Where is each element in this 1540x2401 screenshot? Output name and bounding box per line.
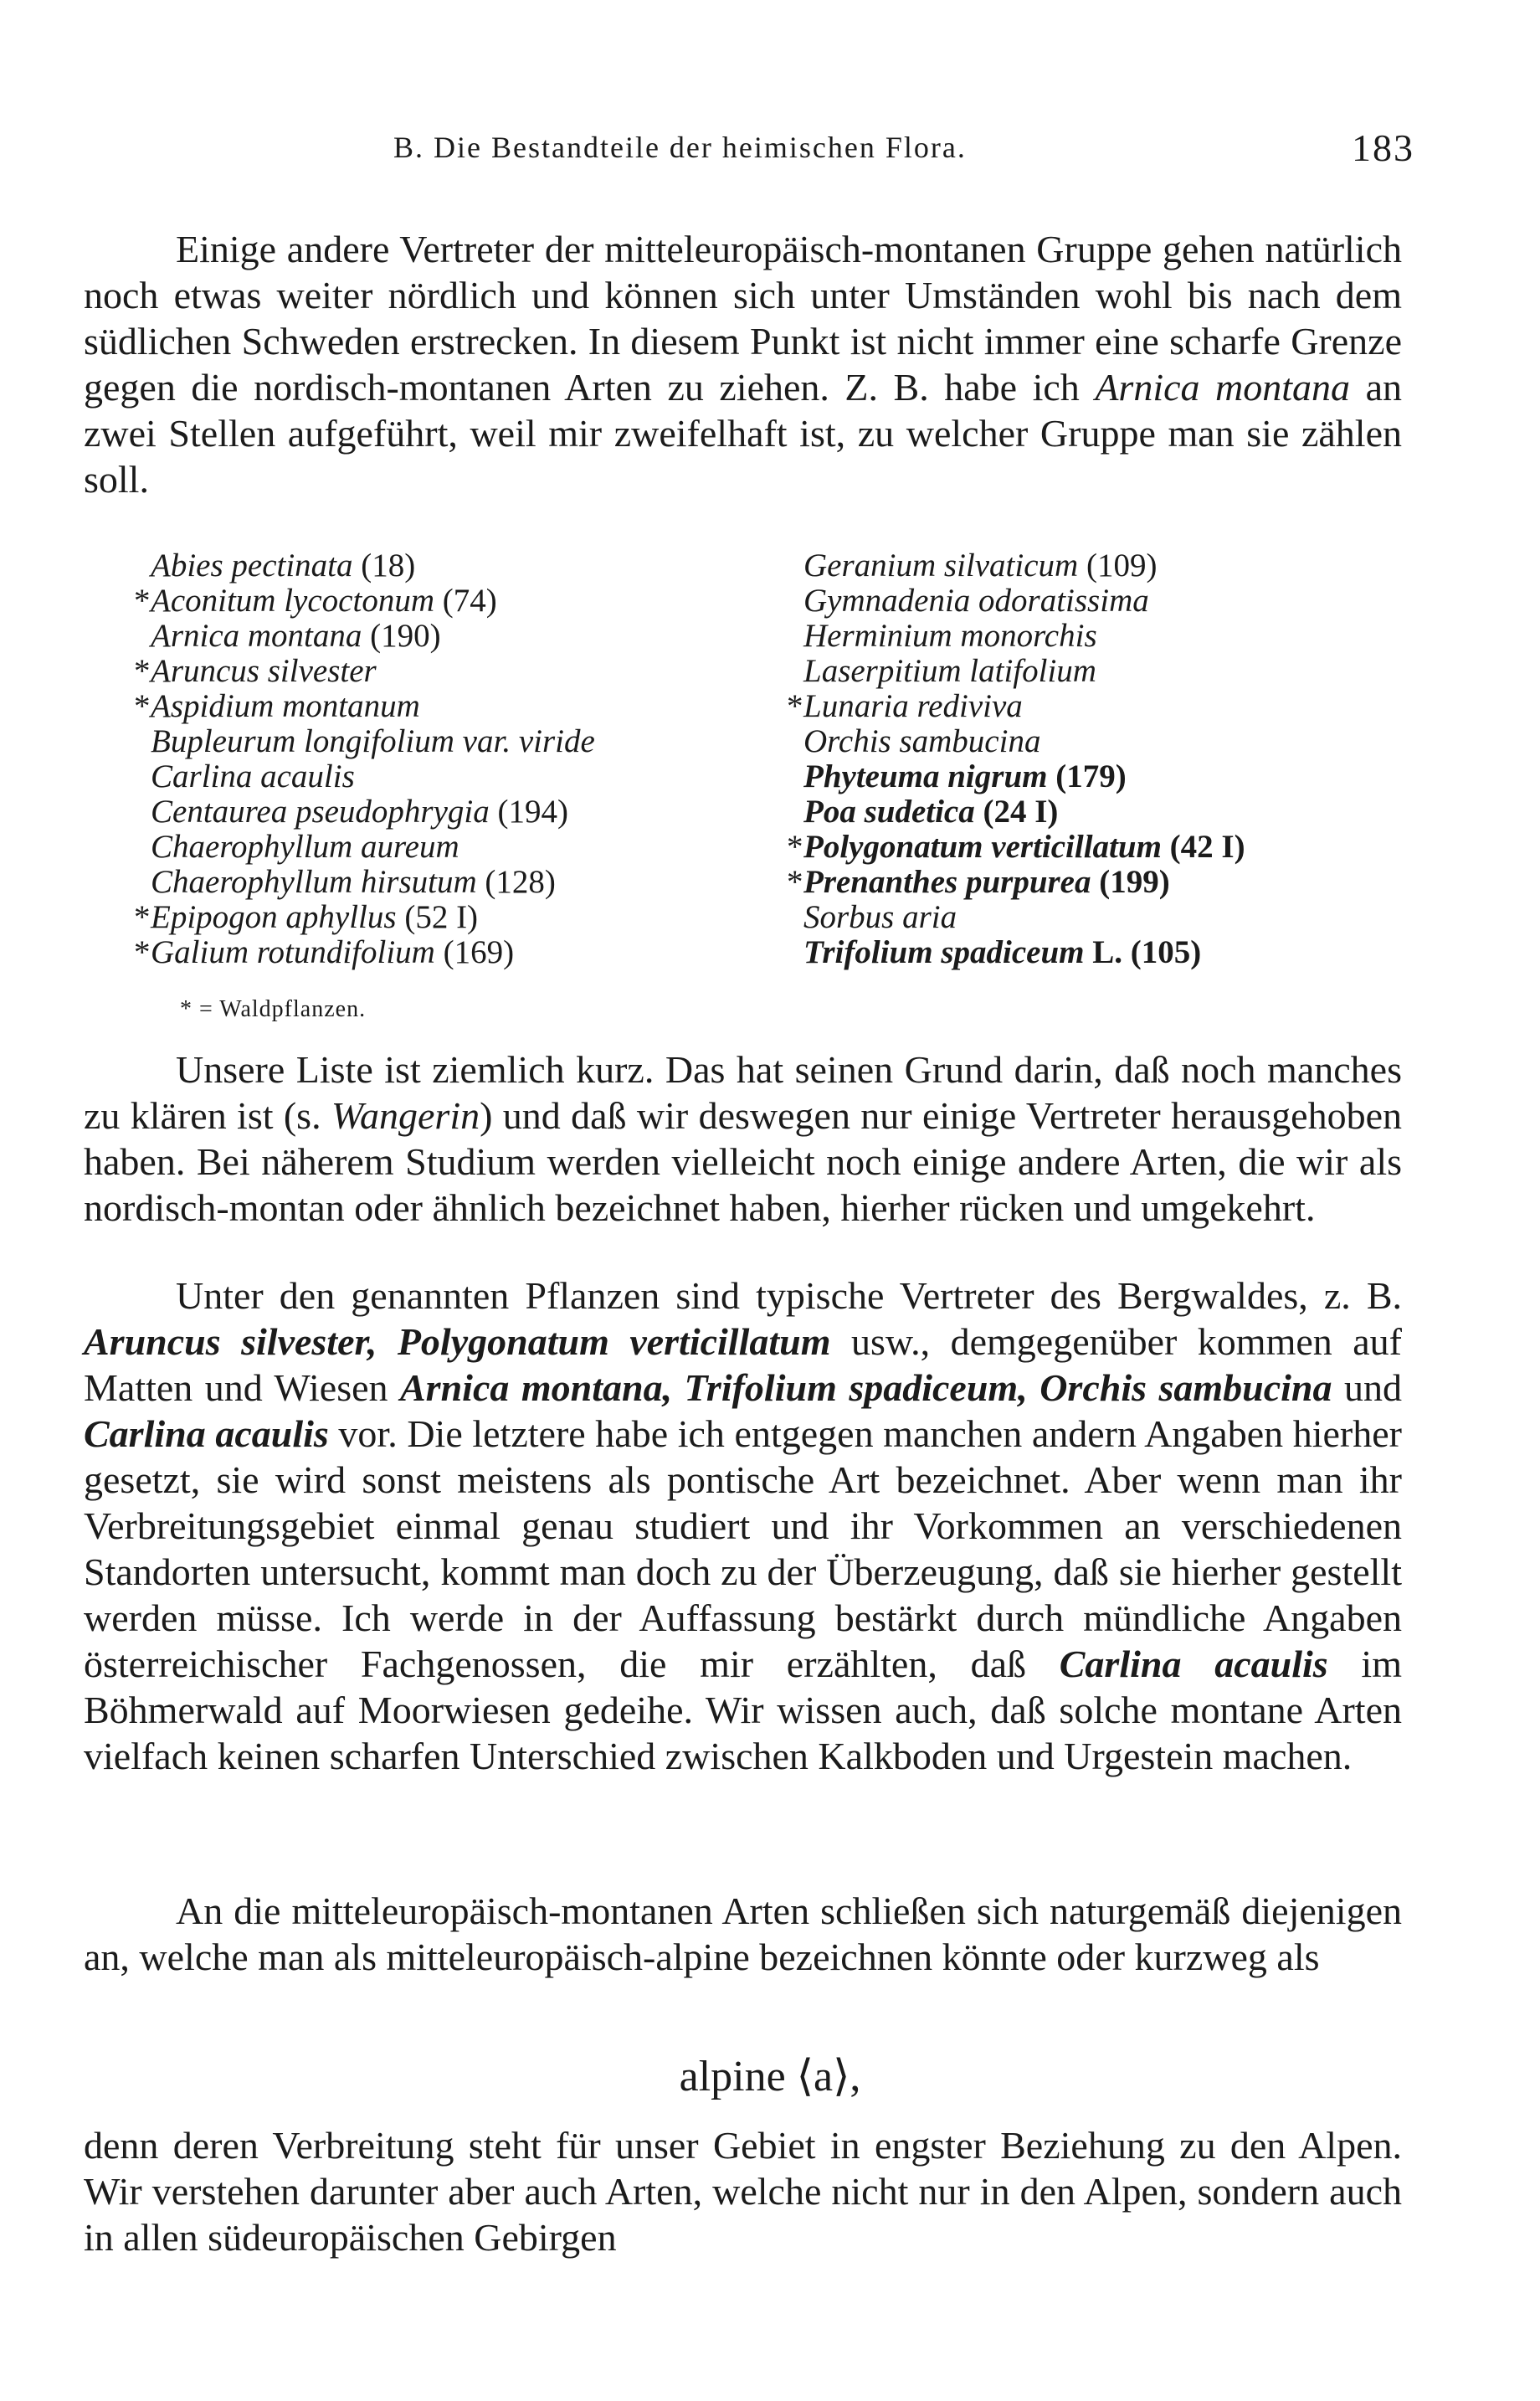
forest-plant-marker: * (134, 899, 151, 935)
species-entry (787, 619, 1389, 654)
species-reference: (199) (1091, 864, 1170, 900)
species-name: Arnica montana (151, 618, 362, 654)
species-name: Abies pectinata (151, 548, 353, 584)
species-name: Carlina acaulis (151, 758, 355, 794)
species-entry (134, 548, 770, 584)
paragraph-2-text-b: ) und daß wir deswegen nur einige Vertreter herausgehoben haben. Bei näherem Studium werden vielleicht noch einige andere Arten, die wir als nordisch-montan oder ähnlich bezeichnet haben, hierher rücken und umgekehrt. (84, 1094, 1402, 1229)
species-name: Phyteuma nigrum (803, 758, 1048, 794)
species-entry (787, 794, 1389, 830)
species-entry (134, 900, 770, 935)
species-name: Sorbus aria (803, 899, 957, 935)
species-entry (787, 900, 1389, 935)
paragraph-3-text-b: usw., demgegenüber kommen auf Matten und Wiesen (84, 1320, 1402, 1409)
species-reference: (24 I) (974, 794, 1059, 830)
species-name: Herminium monorchis (803, 618, 1097, 654)
page-number: 183 (1352, 126, 1414, 169)
species-name: Epipogon aphyllus (151, 899, 397, 935)
species-entry (134, 689, 770, 724)
species-name: Chaerophyllum aureum (151, 829, 459, 865)
forest-plant-marker: * (134, 583, 151, 619)
species-reference: (128) (476, 864, 556, 900)
species-name: Gymnadenia odoratissima (803, 583, 1149, 619)
paragraph-3-species-b: Arnica montana, Trifolium spadiceum, Orchis sambucina (400, 1366, 1332, 1409)
forest-plant-marker: * (787, 864, 803, 900)
species-entry (134, 724, 770, 759)
species-entry (787, 865, 1389, 900)
species-reference: (194) (489, 794, 568, 830)
species-entry (134, 830, 770, 865)
forest-plant-marker: * (787, 688, 803, 724)
species-reference: (190) (362, 618, 441, 654)
species-entry (134, 865, 770, 900)
species-entry (787, 654, 1389, 689)
species-reference: (74) (434, 583, 497, 619)
species-reference: L. (105) (1084, 934, 1202, 970)
species-entry (787, 935, 1389, 970)
species-name: Trifolium spadiceum (803, 934, 1085, 970)
paragraph-3-text-a: Unter den genannten Pflanzen sind typische Vertreter des Bergwaldes, z. B. (176, 1274, 1402, 1317)
species-entry (787, 689, 1389, 724)
section-heading: alpine ⟨a⟩, (679, 2053, 861, 2100)
species-entry (134, 794, 770, 830)
paragraph-1-text-a: Einige andere Vertreter der mitteleuropäisch-montanen Gruppe gehen natürlich noch etwas weiter nördlich und können sich unter Umständen wohl bis nach dem südlichen Schweden erstrecken. In diesem Punkt ist nicht immer eine scharfe Grenze gegen die nordisch-montanen Arten zu ziehen. Z. B. habe ich (84, 228, 1402, 409)
paragraph-3-text-d: vor. Die letztere habe ich entgegen manchen andern Angaben hierher gesetzt, sie wird sonst meistens als pontische Art bezeichnet. Aber wenn man ihr Verbreitungsgebiet einmal genau studiert und ihr Vorkommen an verschiedenen Standorten untersucht, kommt man doch zu der Überzeugung, daß sie hierher gestellt werden müsse. Ich werde in der Auffassung bestärkt durch mündliche Angaben österreichischer Fachgenossen, die mir erzählten, daß (84, 1412, 1402, 1685)
footnote: * = Waldpflanzen. (180, 996, 367, 1022)
species-entry (787, 759, 1389, 794)
paragraph-1-text-b: an zwei Stellen aufgeführt, weil mir zweifelhaft ist, zu welcher Gruppe man sie zählen soll. (84, 366, 1402, 501)
species-reference: (109) (1078, 548, 1158, 584)
paragraph-3-species-a: Aruncus silvester, Polygonatum verticillatum (84, 1320, 831, 1363)
species-name: Lunaria rediviva (803, 688, 1023, 724)
forest-plant-marker: * (134, 653, 151, 689)
species-name: Poa sudetica (803, 794, 975, 830)
species-entry (134, 654, 770, 689)
species-name: Laserpitium latifolium (803, 653, 1096, 689)
species-reference: (52 I) (396, 899, 479, 935)
species-name: Aruncus silvester (151, 653, 377, 689)
forest-plant-marker: * (134, 934, 151, 970)
species-entry (134, 584, 770, 619)
paragraph-2 (84, 1046, 1402, 1231)
paragraph-1 (84, 226, 1402, 502)
species-reference: (42 I) (1161, 829, 1245, 865)
paragraph-3-species-d: Carlina acaulis (1059, 1643, 1328, 1685)
species-name: Galium rotundifolium (151, 934, 435, 970)
species-reference: (169) (434, 934, 515, 970)
paragraph-3-text-e: im Böhmerwald auf Moorwiesen gedeihe. Wir wissen auch, daß solche montane Arten vielfach keinen scharfen Unterschied zwischen Kalkboden und Urgestein machen. (84, 1643, 1402, 1777)
species-list-right (787, 548, 1389, 970)
paragraph-4: An die mitteleuropäisch-montanen Arten schließen sich naturgemäß diejenigen an, welche man als mitteleuropäisch-alpine bezeichnen könnte oder kurzweg als (84, 1889, 1402, 1978)
species-reference: (18) (352, 548, 416, 584)
species-entry (787, 724, 1389, 759)
species-name: Aspidium montanum (151, 688, 420, 724)
species-name: Bupleurum longifolium var. viride (151, 723, 595, 759)
species-entry (134, 619, 770, 654)
paragraph-3-species-c: Carlina acaulis (84, 1412, 329, 1455)
paragraph-1-species: Arnica montana (1095, 366, 1351, 409)
species-name: Centaurea pseudophrygia (151, 794, 490, 830)
paragraph-2-text-a: Unsere Liste ist ziemlich kurz. Das hat seinen Grund darin, daß noch manches zu klären ist (s. (84, 1048, 1402, 1137)
species-reference: (179) (1047, 758, 1127, 794)
species-entry (134, 935, 770, 970)
species-entry (134, 759, 770, 794)
species-entry (787, 548, 1389, 584)
species-name: Chaerophyllum hirsutum (151, 864, 477, 900)
paragraph-2-author: Wangerin (331, 1094, 480, 1137)
species-name: Aconitum lycoctonum (151, 583, 434, 619)
species-entry (787, 584, 1389, 619)
species-list-left (134, 548, 770, 970)
running-head: B. Die Bestandteile der heimischen Flora. (393, 131, 967, 164)
paragraph-3-text-c: und (1332, 1366, 1403, 1409)
species-name: Orchis sambucina (803, 723, 1041, 759)
paragraph-3 (84, 1272, 1402, 1779)
forest-plant-marker: * (787, 829, 803, 865)
species-name: Prenanthes purpurea (803, 864, 1091, 900)
species-name: Polygonatum verticillatum (803, 829, 1162, 865)
species-name: Geranium silvaticum (803, 548, 1079, 584)
species-entry (787, 830, 1389, 865)
forest-plant-marker: * (134, 688, 151, 724)
paragraph-5: denn deren Verbreitung steht für unser Gebiet in engster Beziehung zu den Alpen. Wir verstehen darunter aber auch Arten, welche nicht nur in den Alpen, sondern auch in allen südeuropäischen Gebirgen (84, 2124, 1402, 2259)
